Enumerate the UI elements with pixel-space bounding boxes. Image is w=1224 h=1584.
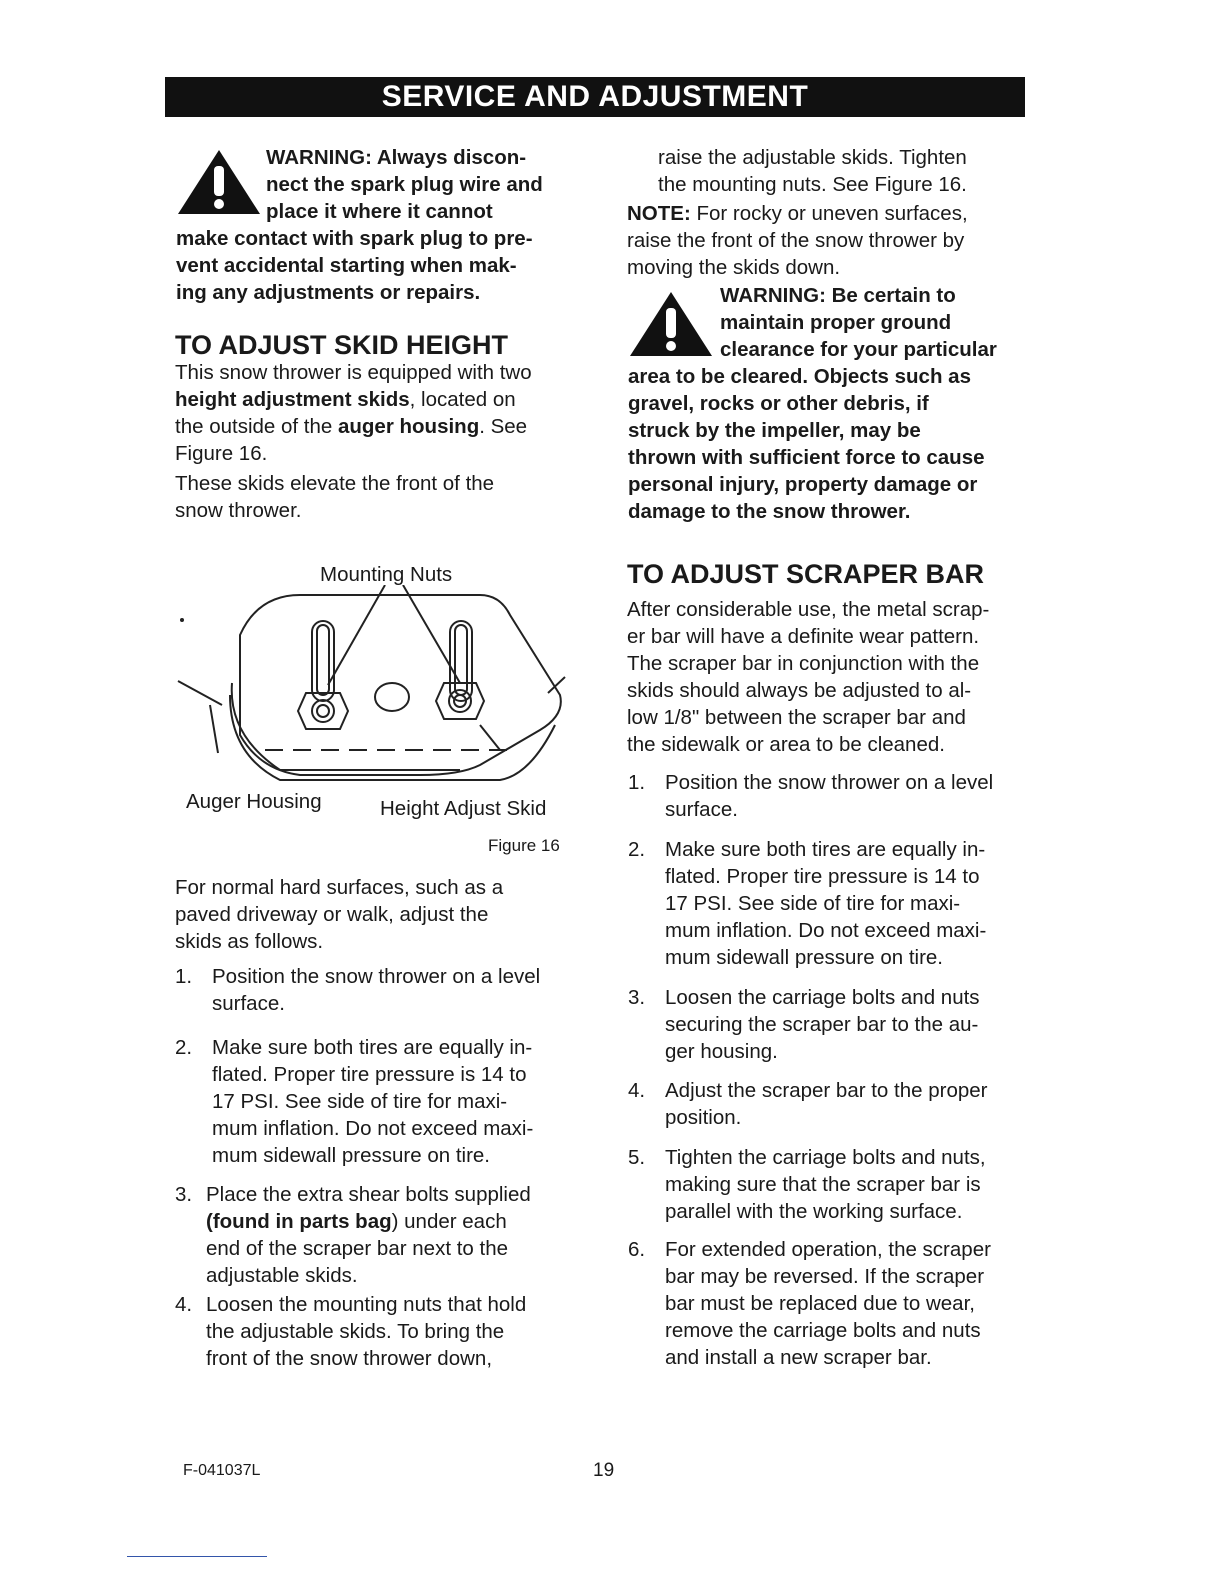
text-span: ) under each (391, 1210, 507, 1233)
right-step-4 (628, 1077, 1038, 1131)
text-line: moving the skids down. (627, 256, 841, 279)
text-span: ( (206, 1210, 213, 1233)
warning-line: vent accidental starting when mak- (176, 254, 517, 277)
normal-surfaces-paragraph (175, 874, 595, 955)
warning-line: personal injury, property damage or (628, 473, 978, 496)
document-code: F-041037L (183, 1462, 261, 1479)
text-line: 17 PSI. See side of tire for maxi- (665, 892, 961, 915)
warning-line: nect the spark plug wire and (266, 173, 543, 196)
warning-line: WARNING: Be certain to (720, 284, 956, 307)
warning-line: maintain proper ground (720, 311, 952, 334)
text-line: Make sure both tires are equally in- (212, 1036, 533, 1059)
text-line: Adjust the scraper bar to the proper (665, 1079, 988, 1102)
scraper-bar-heading: TO ADJUST SCRAPER BAR (627, 559, 985, 589)
warning-line: place it where it cannot (266, 200, 493, 223)
skid-figure-drawing (170, 585, 590, 795)
text-line: securing the scraper bar to the au- (665, 1013, 979, 1036)
text-line: front of the snow thrower down, (206, 1347, 493, 1370)
text-line: mum sidewall pressure on tire. (665, 946, 943, 969)
text-line: mum inflation. Do not exceed maxi- (665, 919, 987, 942)
text-line: making sure that the scraper bar is (665, 1173, 981, 1196)
warning-line: gravel, rocks or other debris, if (628, 392, 929, 415)
warning-line: ing any adjustments or repairs. (176, 281, 481, 304)
bold-term: auger housing (337, 415, 480, 438)
figure-label-mounting-nuts: Mounting Nuts (320, 563, 453, 586)
step-number: 5. (628, 1146, 646, 1169)
text-line: skids as follows. (175, 930, 324, 953)
text-line (206, 1208, 595, 1235)
step-number: 3. (175, 1183, 193, 1206)
left-step-3 (175, 1181, 595, 1289)
figure-label-auger-housing: Auger Housing (186, 790, 322, 813)
text-line: 17 PSI. See side of tire for maxi- (212, 1090, 508, 1113)
warning-left (176, 144, 596, 306)
text-line: Loosen the mounting nuts that hold (206, 1293, 527, 1316)
step-number: 4. (175, 1293, 193, 1316)
text-line: For normal hard surfaces, such as a (175, 876, 504, 899)
text-line: flated. Proper tire pressure is 14 to (212, 1063, 527, 1086)
warning-line: struck by the impeller, may be (628, 419, 921, 442)
warning-line: area to be cleared. Objects such as (628, 365, 971, 388)
right-step-3 (628, 984, 1038, 1065)
text-line: surface. (212, 992, 285, 1015)
left-step-1 (175, 963, 595, 1017)
text-line: remove the carriage bolts and nuts (665, 1319, 981, 1342)
left-step-2 (175, 1034, 595, 1169)
skid-intro-paragraph (175, 359, 595, 467)
text-line (627, 200, 1037, 227)
text-span: , located on (409, 388, 516, 411)
step-number: 6. (628, 1238, 646, 1261)
text-line: paved driveway or walk, adjust the (175, 903, 489, 926)
text-line: Make sure both tires are equally in- (665, 838, 986, 861)
text-line: position. (665, 1106, 742, 1129)
text-line: raise the adjustable skids. Tighten (658, 146, 967, 169)
text-line: er bar will have a definite wear pattern. (627, 625, 980, 648)
note-label: NOTE: (627, 202, 691, 225)
text-span: For rocky or uneven surfaces, (690, 202, 968, 225)
text-line: flated. Proper tire pressure is 14 to (665, 865, 980, 888)
text-line: Loosen the carriage bolts and nuts (665, 986, 980, 1009)
page-number: 19 (593, 1460, 615, 1481)
figure-label-height-adjust-skid: Height Adjust Skid (380, 797, 547, 820)
text-line: low 1/8" between the scraper bar and (627, 706, 966, 729)
text-line (175, 413, 595, 440)
note-paragraph (627, 200, 1037, 281)
step-number: 1. (175, 965, 193, 988)
text-line: These skids elevate the front of the (175, 472, 495, 495)
text-line: bar must be replaced due to wear, (665, 1292, 975, 1315)
step-number: 2. (175, 1036, 193, 1059)
warning-right (628, 282, 1038, 525)
text-line: Position the snow thrower on a level (212, 965, 541, 988)
skid-elevate-paragraph (175, 470, 595, 524)
warning-line: clearance for your particular (720, 338, 997, 361)
text-line: adjustable skids. (206, 1264, 358, 1287)
text-line: For extended operation, the scraper (665, 1238, 991, 1261)
right-step-1 (628, 769, 1038, 823)
text-line: The scraper bar in conjunction with the (627, 652, 980, 675)
text-line: bar may be reversed. If the scraper (665, 1265, 985, 1288)
skid-height-heading: TO ADJUST SKID HEIGHT (175, 330, 509, 360)
text-line: Place the extra shear bolts supplied (206, 1183, 531, 1206)
bold-term: height adjustment skids (175, 388, 410, 411)
text-line: the mounting nuts. See Figure 16. (658, 173, 967, 196)
text-line: snow thrower. (175, 499, 302, 522)
text-line: parallel with the working surface. (665, 1200, 963, 1223)
text-line: mum inflation. Do not exceed maxi- (212, 1117, 534, 1140)
text-span: . See (479, 415, 528, 438)
warning-line: WARNING: Always discon- (266, 146, 527, 169)
text-line: and install a new scraper bar. (665, 1346, 932, 1369)
text-line: end of the scraper bar next to the (206, 1237, 508, 1260)
text-span: the outside of the (175, 415, 338, 438)
right-step-6 (628, 1236, 1038, 1371)
text-line: Position the snow thrower on a level (665, 771, 994, 794)
text-line: skids should always be adjusted to al- (627, 679, 972, 702)
text-line (175, 386, 595, 413)
text-line: Tighten the carriage bolts and nuts, (665, 1146, 986, 1169)
warning-line: damage to the snow thrower. (628, 500, 911, 523)
continuation-paragraph (658, 144, 1038, 198)
right-step-2 (628, 836, 1038, 971)
right-step-5 (628, 1144, 1038, 1225)
section-header: SERVICE AND ADJUSTMENT (165, 77, 1025, 117)
scraper-intro-paragraph (627, 596, 1037, 758)
text-line: Figure 16. (175, 442, 268, 465)
text-line: After considerable use, the metal scrap- (627, 598, 990, 621)
text-line: This snow thrower is equipped with two (175, 361, 532, 384)
figure-caption: Figure 16 (488, 836, 560, 855)
text-line: the adjustable skids. To bring the (206, 1320, 505, 1343)
text-line: surface. (665, 798, 738, 821)
text-line: mum sidewall pressure on tire. (212, 1144, 490, 1167)
bottom-rule (127, 1556, 267, 1557)
step-number: 2. (628, 838, 646, 861)
text-line: the sidewalk or area to be cleaned. (627, 733, 945, 756)
text-line: raise the front of the snow thrower by (627, 229, 965, 252)
left-step-4 (175, 1291, 595, 1372)
text-line: ger housing. (665, 1040, 778, 1063)
bold-term: found in parts bag (212, 1210, 392, 1233)
step-number: 1. (628, 771, 646, 794)
step-number: 3. (628, 986, 646, 1009)
warning-line: thrown with sufficient force to cause (628, 446, 985, 469)
warning-line: make contact with spark plug to pre- (176, 227, 533, 250)
step-number: 4. (628, 1079, 646, 1102)
